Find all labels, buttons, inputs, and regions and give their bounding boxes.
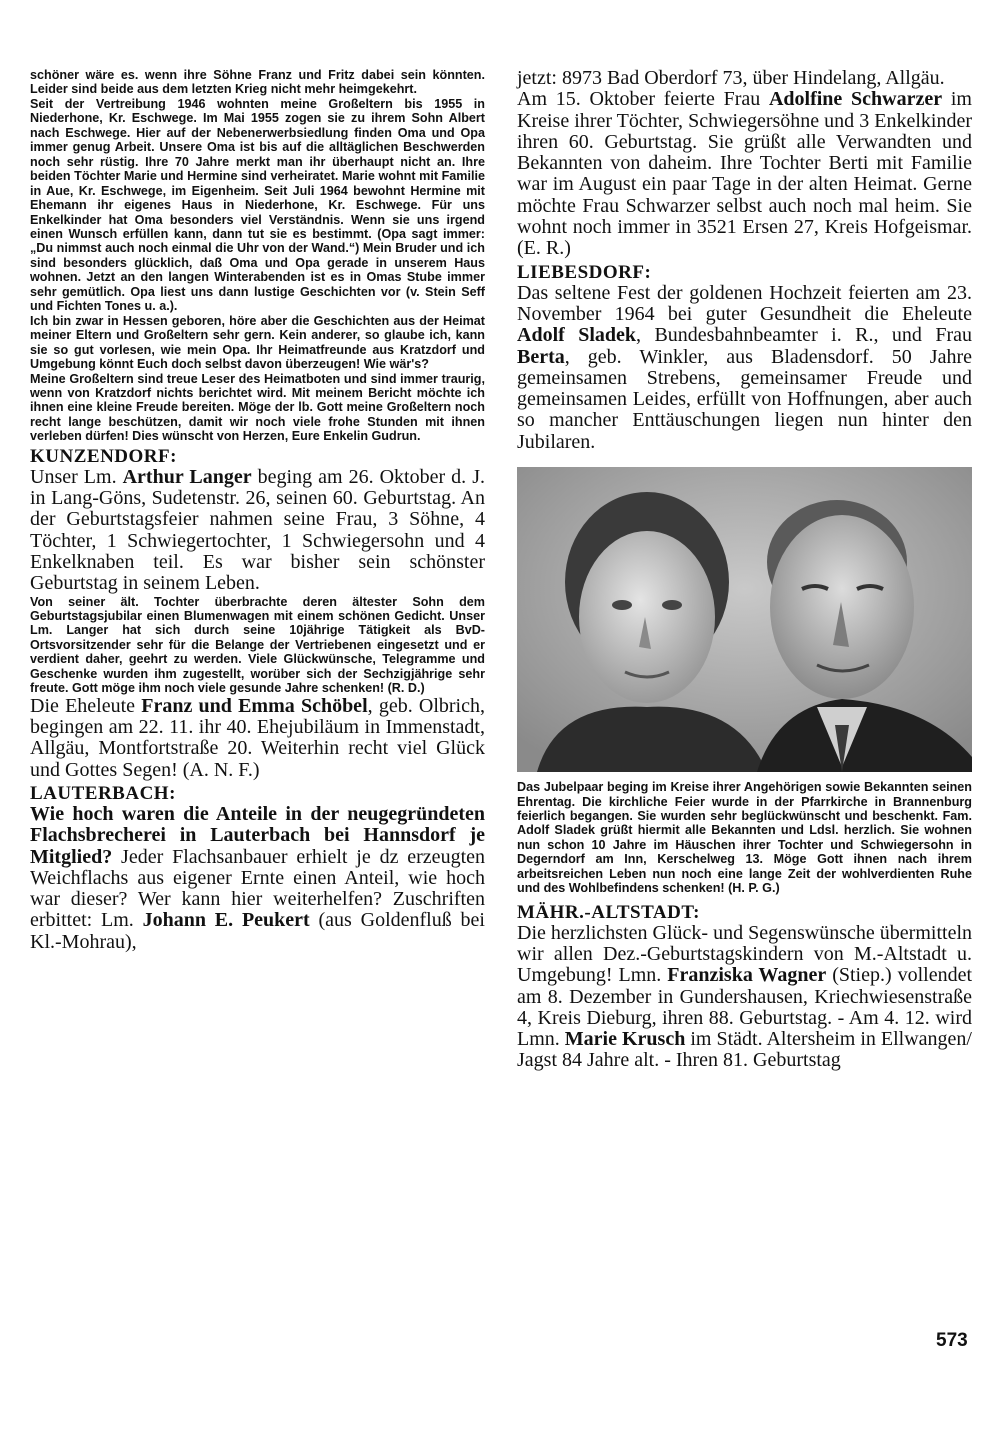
page-number: 573 bbox=[936, 1330, 968, 1351]
text-span: , Bundesbahnbeamter i. R., und Frau bbox=[636, 324, 972, 347]
kunzendorf-article bbox=[30, 467, 485, 595]
person-name: Franz und Emma Schöbel bbox=[141, 694, 368, 717]
text-span: jetzt: 8973 Bad Oberdorf 73, über Hindelang, Allgäu. bbox=[517, 67, 945, 89]
section-heading-liebesdorf: LIEBESDORF: bbox=[517, 261, 652, 283]
letter-paragraph bbox=[30, 314, 485, 372]
person-name: Adolf Sladek bbox=[517, 324, 637, 347]
text-span: (aus Goldenfluß bei Kl.-Mohrau), bbox=[30, 909, 485, 953]
person-name: Franziska Wagner bbox=[667, 964, 827, 987]
couple-photo-image bbox=[517, 467, 972, 772]
text-span: Das seltene Fest der goldenen Hochzeit feierten am 23. November 1964 bei guter Gesundheit die Eheleute bbox=[517, 281, 972, 325]
section-heading-lauterbach: LAUTERBACH: bbox=[30, 782, 176, 804]
text-span: beging am 26. Oktober d. J. in Lang-Göns, Sudetenstr. 26, seinen 60. Geburtstag. An der Geburtstagsfeier nahmen seine Frau, 3 Söhne, 4 Töchter, 1 Schwiegertochter, 1 Schwiegersohn und 4 Enkelknaben teil. Es war bisher sein schönster Geburtstag in seinem Leben. bbox=[30, 465, 485, 595]
letter-text-span: Kein anderer, so glaube ich, kann sie so gut vorlesen, wie mein Opa. Ihr Heimatfreunde aus Kratzdorf und Umgebung könnt Euch doch selbst davon überzeugen! Wie wär's? bbox=[30, 328, 485, 372]
photo-caption: Das Jubelpaar beging im Kreise ihrer Angehörigen sowie Bekannten seinen Ehrentag. Die kirchliche Feier wurde in der Pfarrkirche in Brannenburg feierlich begangen. Sie wurden sehr beglückwünscht und beschenkt. Fam. Adolf Sladek grüßt hiermit alle Bekannten und Ldsl. herzlich. Sie wohnen nun schon 10 Jahre im Häuschen ihrer Tochter und Schwiegersohn in Degerndorf am Inn, Kerschelweg 13. Möge Gott ihnen nach ihrem arbeitsreichen Leben nun noch eine lange Zeit der wohlverdienten Ruhe und des Wohlbefindens schenken! (H. P. G.) bbox=[517, 780, 972, 896]
question-text: Wie hoch waren die Anteile in der neugegründeten Flachsbrecherei in Lauterbach bei Hannsdorf je Mitglied? bbox=[30, 802, 485, 868]
letter-emphasis: Ich bin zwar in Hessen geboren, höre aber die Geschichten aus der Heimat meiner Eltern und Großeltern sehr gern. bbox=[30, 313, 485, 343]
text-span: , geb. Olbrich, begingen am 22. 11. ihr 40. Ehejubiläum in Immenstadt, Allgäu, Montfortstraße 20. Weiterhin recht viel Glück und Gottes Segen! (A. N. F.) bbox=[30, 694, 485, 781]
text-span: Jeder Flachsanbauer erhielt je dz erzeugten Weichflachs aus eigener Ernte einen Anteil, wie hoch war dieser? Wer kann hier weiterhelfen? Zuschriften erbittet: Lm. bbox=[30, 845, 485, 932]
kunzendorf-note: Von seiner ält. Tochter überbrachte deren ältester Sohn dem Geburtstagsjubilar einen Blumenwagen mit einem schönen Gedicht. Unser Lm. Langer hat sich durch seine 10jährige Tätigkeit als BvD-Ortsvorsitzender sehr für die Belange der Vertriebenen eingesetzt und er verdient daher, geehrt zu werden. Viele Glückwünsche, Telegramme und Geschenke wurden ihm zugestellt, worüber sich der Sechzigjährige sehr freute. Gott möge ihm noch viele gesunde Jahre schenken! (R. D.) bbox=[30, 594, 485, 696]
liebesdorf-article bbox=[517, 283, 972, 453]
text-span: Die Eheleute bbox=[30, 694, 142, 717]
text-span: im Städt. Altersheim in Ellwangen/ Jagst 84 Jahre alt. - Ihren 81. Geburtstag bbox=[517, 1028, 972, 1072]
section-heading-altstadt: MÄHR.-ALTSTADT: bbox=[517, 901, 700, 923]
letter-paragraph: Meine Großeltern sind treue Leser des Heimatboten und sind immer traurig, wenn von Kratzdorf nichts berichtet wird. Mit meinem Bericht möchte ich ihnen eine kleine Freude bereiten. Möge der lb. Gott meine Großeltern noch recht lange beschützen, damit wir noch viele frohe Stunden mit ihnen verleben dürfen! Dies wünscht von Herzen, Eure Enkelin Gudrun. bbox=[30, 371, 485, 444]
person-name: Berta bbox=[517, 345, 565, 368]
text-span: , geb. Winkler, aus Bladensdorf. 50 Jahre gemeinsamen Strebens, gemeinsamer Freude und gemeinsamen Leides, erfüllt von Hoffnungen, aber auch so mancher Enttäuschungen liegen nun hinter den Jubilaren. bbox=[517, 345, 972, 453]
text-span: Unser Lm. bbox=[30, 465, 123, 488]
letter-paragraph: schöner wäre es. wenn ihre Söhne Franz und Fritz dabei sein könnten. Leider sind beide aus dem letzten Krieg nicht mehr heimgekehrt. bbox=[30, 68, 485, 97]
left-column bbox=[30, 68, 485, 953]
text-span: (Stiep.) vollendet am 8. Dezember in Gundershausen, Kriechwiesenstraße 4, Kreis Dieburg, ihren 88. Geburtstag. - Am 4. 12. wird Lmn. bbox=[517, 964, 973, 1051]
letter-text bbox=[30, 68, 485, 444]
text-span: Die herzlichsten Glück- und Segenswünsche übermitteln wir allen Dez.-Geburtstagskindern von M.-Altstadt u. Umgebung! Lmn. bbox=[517, 921, 972, 987]
lauterbach-article bbox=[30, 804, 485, 953]
text-span: im Kreise ihrer Töchter, Schwiegersöhne und 3 Enkelkinder ihren 60. Geburtstag. Sie grüßt alle Verwandten und Bekannten von daheim. Ihre Tochter Berti mit Familie war im August ein paar Tage in der alten Heimat. Gerne möchte Frau Schwarzer selbst auch noch mal heim. Sie wohnt noch immer in 3521 Ersen 27, Kreis Hofgeismar. (E. R.) bbox=[517, 88, 972, 260]
text-span: Am 15. Oktober feierte Frau bbox=[517, 88, 769, 111]
altstadt-article bbox=[517, 923, 972, 1072]
schwarzer-paragraph bbox=[517, 89, 972, 259]
letter-paragraph: Seit der Vertreibung 1946 wohnten meine Großeltern bis 1955 in Niederhone, Kr. Eschwege. Im Mai 1955 zogen sie zu ihrem Sohn Albert nach Eschwege. Hier auf der Nebenerwerbsiedlung finden Oma und Opa immer genug Arbeit. Unsere Oma ist bis auf die alltäglichen Beschwerden noch sehr rüstig. Ihre 70 Jahre merkt man ihr überhaupt nicht an. Ihre beiden Töchter Marie und Hermine sind verheiratet. Marie wohnt mit Familie in Aue, Kr. Eschwege, im Eigenheim. Seit Juli 1964 bewohnt Hermine mit Ehemann ihr eigenes Haus in Niederhone, Kr. Eschwege. Für uns Enkelkinder hat Oma besonders viel Verständnis. Wenn sie uns irgend einen Wunsch erfüllen kann, dann tut sie es bestimmt. (Opa sagt immer: „Du nimmst auch noch einmal die Uhr von der Wand.“) Mein Bruder und ich sind besonders glücklich, daß Oma und Opa gerade in unserem Haus wohnen. Jetzt an den langen Winterabenden ist es in Omas Stube immer sehr gemütlich. Opa liest uns dann lustige Geschichten vor (v. Stein Seff und Fichten Tones u. a.). bbox=[30, 96, 485, 314]
person-name: Arthur Langer bbox=[122, 465, 252, 488]
schoebel-article bbox=[30, 696, 485, 781]
section-heading-kunzendorf: KUNZENDORF: bbox=[30, 445, 177, 467]
person-name: Johann E. Peukert bbox=[142, 909, 310, 932]
right-column bbox=[517, 68, 972, 1072]
person-name: Marie Krusch bbox=[564, 1028, 686, 1051]
person-name: Adolfine Schwarzer bbox=[768, 88, 943, 111]
schwarzer-article bbox=[517, 68, 972, 260]
couple-photo bbox=[517, 467, 972, 772]
